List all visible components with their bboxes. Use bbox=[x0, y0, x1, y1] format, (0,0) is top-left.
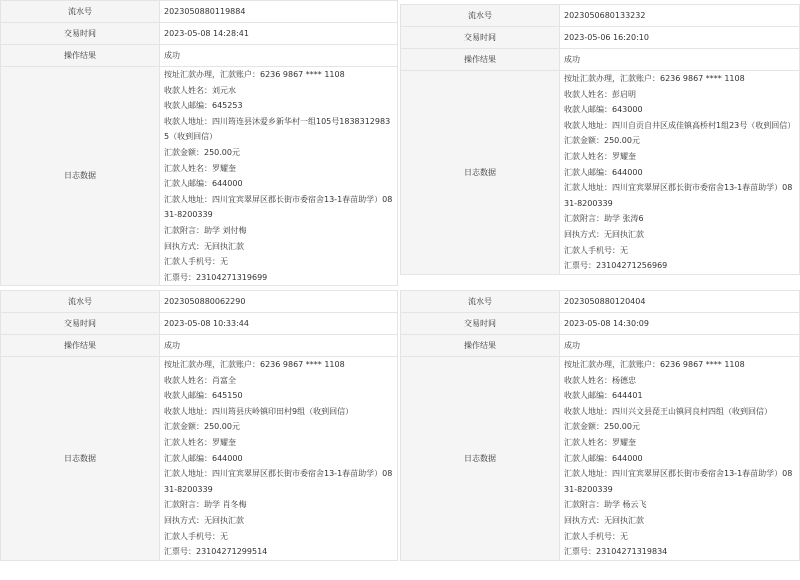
serial-row bbox=[1, 291, 398, 313]
record-table bbox=[0, 0, 398, 286]
log-line: 汇款金额：250.00元 bbox=[564, 422, 640, 432]
log-line: 汇款人邮编：644000 bbox=[564, 167, 643, 177]
log-line: 按址汇款办理，汇款账户：6236 9867 **** 1108 bbox=[164, 360, 345, 369]
serial-value: 2023050880062290 bbox=[160, 291, 398, 313]
log-line: 汇票号：23104271319834 bbox=[564, 547, 668, 557]
result-label: 操作结果 bbox=[401, 49, 560, 71]
log-line: 收款人姓名：杨德忠 bbox=[564, 375, 636, 385]
log-line: 汇款人姓名：罗耀奎 bbox=[164, 163, 236, 173]
record-table bbox=[0, 290, 398, 561]
log-line: 汇款金额：250.00元 bbox=[564, 136, 640, 146]
log-line: 按址汇款办理，汇款账户：6236 9867 **** 1108 bbox=[564, 74, 745, 83]
log-line: 汇款人手机号：无 bbox=[564, 531, 628, 541]
log-line: 收款人邮编：643000 bbox=[564, 105, 643, 115]
log-line: 回执方式：无回执汇款 bbox=[564, 229, 644, 239]
log-line: 汇款人邮编：644000 bbox=[164, 179, 243, 189]
serial-row bbox=[1, 1, 398, 23]
log-line: 汇款人邮编：644000 bbox=[164, 453, 243, 463]
log-row bbox=[1, 67, 398, 286]
time-row bbox=[401, 313, 800, 335]
serial-row bbox=[401, 291, 800, 313]
log-line: 收款人姓名：肖富全 bbox=[164, 375, 236, 385]
result-value: 成功 bbox=[560, 335, 800, 357]
log-row bbox=[401, 357, 800, 561]
log-value bbox=[160, 357, 398, 561]
time-label: 交易时间 bbox=[1, 313, 160, 335]
serial-label: 流水号 bbox=[1, 291, 160, 313]
log-line: 汇票号：23104271256969 bbox=[564, 261, 668, 271]
serial-value: 2023050680133232 bbox=[560, 5, 800, 27]
result-row bbox=[1, 45, 398, 67]
log-line: 汇款人手机号：无 bbox=[164, 257, 228, 267]
log-label: 日志数据 bbox=[1, 357, 160, 561]
time-label: 交易时间 bbox=[1, 23, 160, 45]
log-line: 汇票号：23104271319699 bbox=[164, 272, 268, 282]
record-1 bbox=[0, 0, 398, 286]
serial-label: 流水号 bbox=[401, 291, 560, 313]
log-line: 汇款人手机号：无 bbox=[164, 531, 228, 541]
log-line: 汇款人地址：四川宜宾翠屏区郡长街市委宿舍13-1春苗助学）0831-8200339 bbox=[564, 183, 793, 208]
record-3 bbox=[0, 290, 398, 561]
log-label: 日志数据 bbox=[401, 71, 560, 275]
time-row bbox=[401, 27, 800, 49]
log-line: 汇款人地址：四川宜宾翠屏区郡长街市委宿舍13-1春苗助学）0831-8200339 bbox=[564, 469, 793, 494]
log-line: 收款人姓名：刘元水 bbox=[164, 85, 236, 95]
log-line: 汇款人姓名：罗耀奎 bbox=[564, 151, 636, 161]
log-line: 汇款人地址：四川宜宾翠屏区郡长街市委宿舍13-1春苗助学）0831-8200339 bbox=[164, 469, 393, 494]
serial-value: 2023050880120404 bbox=[560, 291, 800, 313]
log-line: 汇票号：23104271299514 bbox=[164, 547, 268, 557]
log-line: 收款人地址：四川自贡自井区成佳镇高桥村1组23号（收到回信） bbox=[564, 120, 796, 130]
log-row bbox=[401, 71, 800, 275]
result-row bbox=[401, 49, 800, 71]
log-line: 汇款附言：助学 张涛6 bbox=[564, 214, 644, 224]
log-line: 按址汇款办理，汇款账户：6236 9867 **** 1108 bbox=[164, 70, 345, 79]
log-value bbox=[560, 71, 800, 275]
result-value: 成功 bbox=[560, 49, 800, 71]
log-line: 汇款金额：250.00元 bbox=[164, 422, 240, 432]
serial-label: 流水号 bbox=[401, 5, 560, 27]
result-row bbox=[401, 335, 800, 357]
time-value: 2023-05-08 14:28:41 bbox=[160, 23, 398, 45]
serial-value: 2023050880119884 bbox=[160, 1, 398, 23]
log-line: 回执方式：无回执汇款 bbox=[164, 241, 244, 251]
result-value: 成功 bbox=[160, 45, 398, 67]
log-line: 汇款人地址：四川宜宾翠屏区郡长街市委宿舍13-1春苗助学）0831-8200339 bbox=[164, 194, 393, 220]
time-value: 2023-05-06 16:20:10 bbox=[560, 27, 800, 49]
result-label: 操作结果 bbox=[401, 335, 560, 357]
log-value bbox=[160, 67, 398, 286]
record-table bbox=[400, 290, 800, 561]
time-value: 2023-05-08 10:33:44 bbox=[160, 313, 398, 335]
log-line: 收款人邮编：645150 bbox=[164, 391, 243, 401]
log-line: 收款人邮编：644401 bbox=[564, 391, 643, 401]
log-line: 收款人地址：四川兴文县琵王山镇同良村四组（收到回信） bbox=[564, 406, 772, 416]
log-line: 收款人邮编：645253 bbox=[164, 101, 243, 111]
log-line: 回执方式：无回执汇款 bbox=[564, 515, 644, 525]
log-line: 收款人地址：四川筠连县沐爱乡新华村一组105号18383129835（收到回信） bbox=[164, 116, 391, 142]
log-label: 日志数据 bbox=[1, 67, 160, 286]
log-line: 收款人地址：四川筠县庆岭镇印田村9组（收到回信） bbox=[164, 406, 354, 416]
serial-row bbox=[401, 5, 800, 27]
log-value bbox=[560, 357, 800, 561]
result-row bbox=[1, 335, 398, 357]
time-row bbox=[1, 23, 398, 45]
log-label: 日志数据 bbox=[401, 357, 560, 561]
log-row bbox=[1, 357, 398, 561]
serial-label: 流水号 bbox=[1, 1, 160, 23]
log-line: 汇款人手机号：无 bbox=[564, 245, 628, 255]
log-line: 汇款人姓名：罗耀奎 bbox=[164, 437, 236, 447]
log-line: 汇款附言：助学 刘付梅 bbox=[164, 225, 247, 235]
log-line: 回执方式：无回执汇款 bbox=[164, 515, 244, 525]
log-line: 汇款附言：助学 肖冬梅 bbox=[164, 500, 247, 510]
log-line: 收款人姓名：彭启明 bbox=[564, 89, 636, 99]
record-2 bbox=[400, 4, 800, 275]
record-4 bbox=[400, 290, 800, 561]
result-value: 成功 bbox=[160, 335, 398, 357]
log-line: 汇款人姓名：罗耀奎 bbox=[564, 437, 636, 447]
record-table bbox=[400, 4, 800, 275]
time-label: 交易时间 bbox=[401, 27, 560, 49]
time-label: 交易时间 bbox=[401, 313, 560, 335]
time-row bbox=[1, 313, 398, 335]
result-label: 操作结果 bbox=[1, 335, 160, 357]
time-value: 2023-05-08 14:30:09 bbox=[560, 313, 800, 335]
result-label: 操作结果 bbox=[1, 45, 160, 67]
log-line: 汇款金额：250.00元 bbox=[164, 147, 240, 157]
log-line: 按址汇款办理，汇款账户：6236 9867 **** 1108 bbox=[564, 360, 745, 369]
log-line: 汇款附言：助学 杨云飞 bbox=[564, 500, 647, 510]
log-line: 汇款人邮编：644000 bbox=[564, 453, 643, 463]
